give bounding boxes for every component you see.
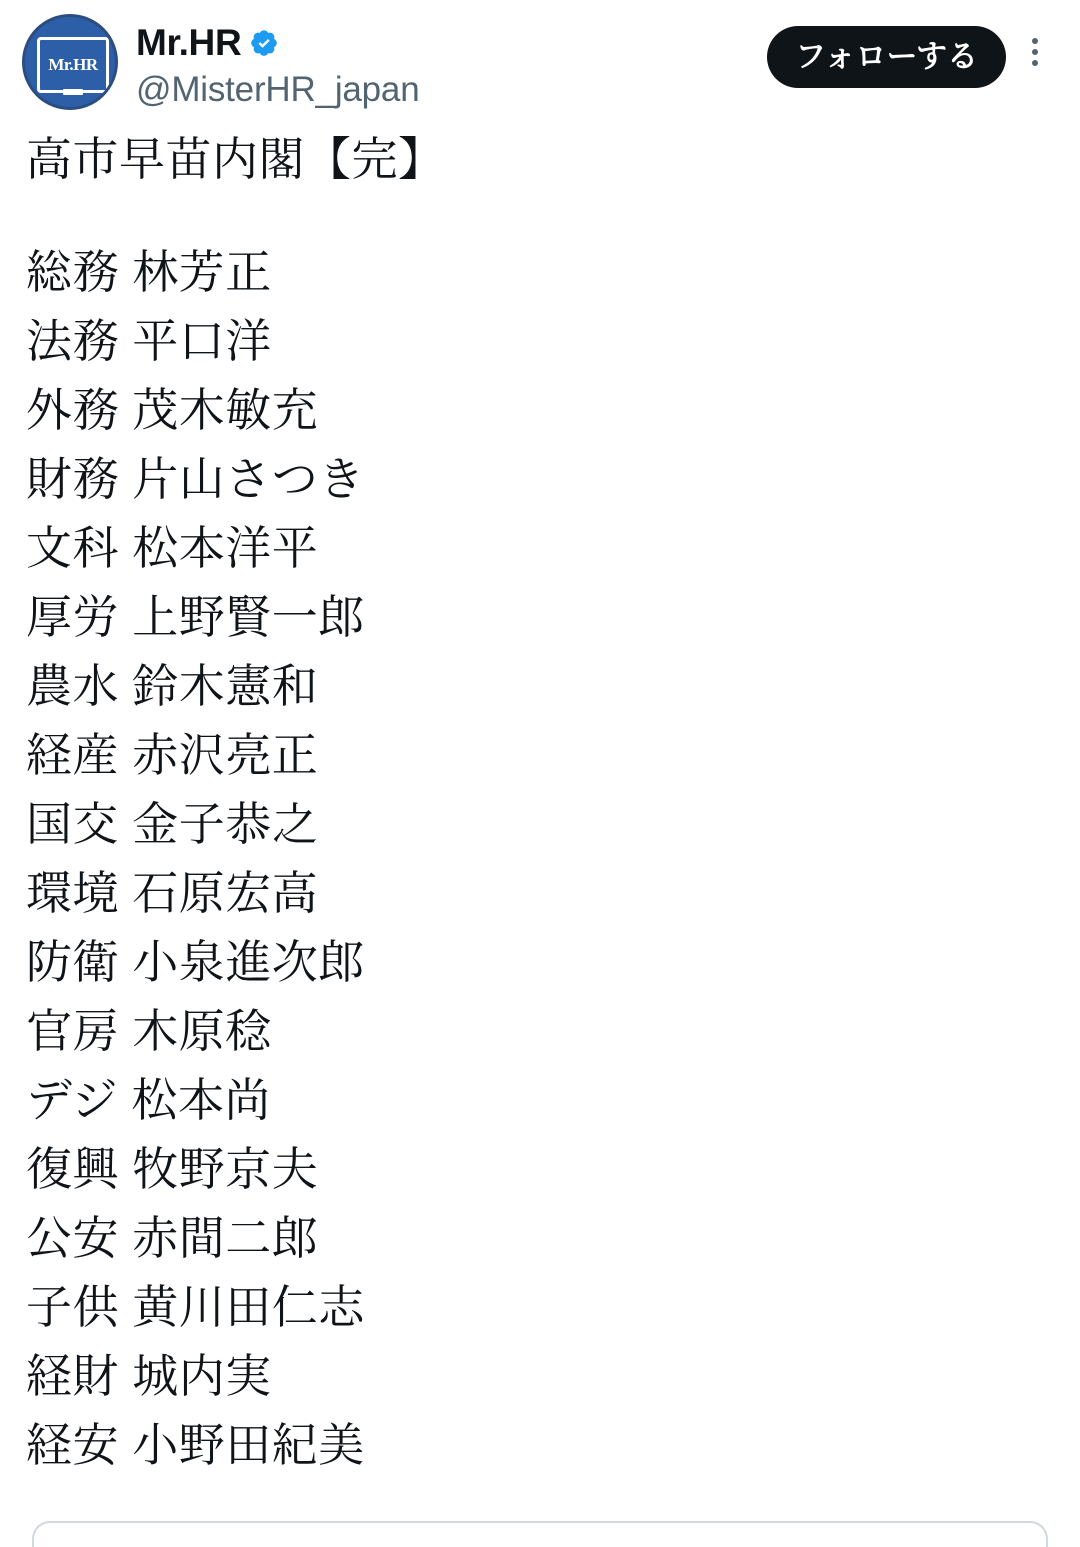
roster-person-name: 松本尚 [131,1073,271,1126]
roster-gap [119,246,132,298]
avatar[interactable] [22,14,118,110]
roster-line [26,307,1054,376]
account-display-name[interactable]: Mr.HR [136,22,242,63]
tweet-body [0,112,1080,1480]
roster-person-name: 木原稔 [132,1004,272,1057]
roster-person-name: 片山さつき [132,452,365,505]
roster-person-name: 茂木敏充 [132,383,319,436]
roster-gap [119,660,132,712]
roster-post-label: 官房 [26,1004,119,1057]
roster-post-label: 文科 [26,521,119,574]
follow-button[interactable]: フォローする [767,26,1006,88]
roster-post-label: デジ [26,1073,119,1126]
header-actions [767,14,1058,88]
roster-post-label: 財務 [26,452,119,505]
roster-gap [119,867,132,919]
roster-gap [119,1419,132,1471]
roster-line [26,1066,1054,1135]
roster-line [26,445,1054,514]
roster-person-name: 赤沢亮正 [132,728,319,781]
avatar-monitor-icon [37,37,109,93]
roster-post-label: 総務 [26,245,119,298]
roster-person-name: 黄川田仁志 [132,1280,365,1333]
roster-gap [119,729,132,781]
roster-post-label: 経安 [26,1418,119,1471]
roster-line [26,376,1054,445]
title-spacer [26,190,1054,238]
roster-person-name: 牧野京夫 [132,1142,319,1195]
roster-line [26,1273,1054,1342]
roster-person-name: 林芳正 [132,245,272,298]
roster-gap [119,1005,132,1057]
account-handle[interactable]: @MisterHR_japan [136,69,420,109]
roster-post-label: 厚労 [26,590,119,643]
roster-post-label: 公安 [26,1211,119,1264]
roster-gap [119,522,132,574]
roster-line [26,997,1054,1066]
roster-line [26,514,1054,583]
roster-person-name: 金子恭之 [132,797,319,850]
roster-gap [119,1281,132,1333]
roster-post-label: 経財 [26,1349,119,1402]
post-title: 高市早苗内閣【完】 [26,133,445,186]
roster-gap [119,798,132,850]
roster-post-label: 農水 [26,659,119,712]
roster-person-name: 上野賢一郎 [132,590,365,643]
avatar-label: Mr.HR [48,55,98,74]
roster-post-label: 外務 [26,383,119,436]
roster-gap [119,453,132,505]
roster-post-label: 子供 [26,1280,119,1333]
roster-line [26,928,1054,997]
more-options-icon[interactable] [1012,26,1058,78]
roster-line [26,859,1054,928]
roster-line [26,1342,1054,1411]
roster-line [26,1411,1054,1480]
roster-gap [119,936,132,988]
account-identity [136,14,767,112]
roster-line [26,790,1054,859]
roster-line [26,583,1054,652]
roster-post-label: 国交 [26,797,119,850]
roster-person-name: 城内実 [132,1349,272,1402]
roster-person-name: 小野田紀美 [132,1418,365,1471]
roster-gap [119,591,132,643]
quoted-card-top-edge [32,1521,1048,1547]
roster-gap [119,315,132,367]
account-name-row [136,22,767,65]
roster-person-name: 松本洋平 [132,521,319,574]
roster-line [26,652,1054,721]
roster-gap [119,1212,132,1264]
roster-post-label: 復興 [26,1142,119,1195]
roster-person-name: 石原宏高 [132,866,319,919]
roster-person-name: 小泉進次郎 [132,935,365,988]
roster-line [26,721,1054,790]
roster-person-name: 赤間二郎 [132,1211,319,1264]
roster-gap [119,1350,132,1402]
roster-gap [118,1074,131,1126]
cabinet-roster-list [26,238,1054,1480]
roster-gap [119,1143,132,1195]
roster-person-name: 平口洋 [132,314,272,367]
roster-line [26,1135,1054,1204]
roster-post-label: 法務 [26,314,119,367]
verified-badge-icon [249,28,279,58]
roster-post-label: 環境 [26,866,119,919]
roster-gap [119,384,132,436]
roster-person-name: 鈴木憲和 [132,659,319,712]
roster-line [26,1204,1054,1273]
roster-post-label: 経産 [26,728,119,781]
roster-post-label: 防衛 [26,935,119,988]
avatar-monitor-stand [63,89,83,95]
roster-line [26,238,1054,307]
tweet-header [0,0,1080,112]
